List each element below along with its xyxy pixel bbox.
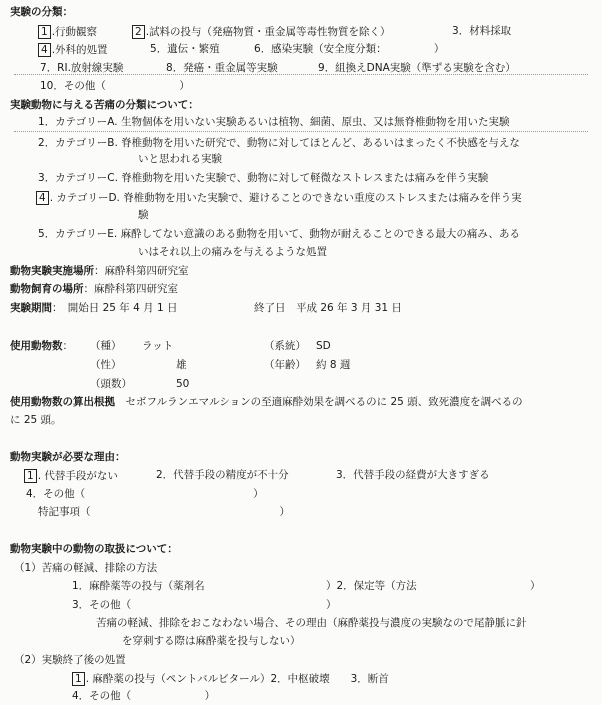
pain-title: 実験動物に与える苦痛の分類について： xyxy=(10,99,199,111)
experiment-place: 動物実験実施場所：麻酔科第四研究室 xyxy=(10,265,189,277)
pain-item-5-cont: いはそれ以上の痛みを与えるような処置 xyxy=(138,246,327,258)
pain-item-2-cont: いと思われる実験 xyxy=(138,153,222,165)
handling-note: 苦痛の軽減、排除をおこなわない場合、その理由（麻酔薬投与濃度の実験なので尾静脈に針 xyxy=(96,617,527,629)
handling-sub1-opt1: 1．麻酔薬等の投与（薬剤名 xyxy=(72,580,205,592)
housing-place: 動物飼育の場所：麻酔科第四研究室 xyxy=(10,283,178,295)
sex-label: （性） xyxy=(90,359,122,371)
count-label: （頭数） xyxy=(90,378,132,390)
special-notes: 特記事項（ ） xyxy=(38,506,290,518)
species-value: ラット xyxy=(142,340,174,352)
class-item-8: 8．発癌・重金属等実験 xyxy=(166,62,278,74)
handling-sub1-opt2-end: ） xyxy=(530,580,541,592)
age-label: （年齢） xyxy=(264,359,306,371)
class-item-7: 7．RI.放射線実験 xyxy=(40,62,124,74)
period-end: 終了日 平成 26 年 3 月 31 日 xyxy=(254,302,402,314)
checkbox-marked: 1 xyxy=(38,25,51,39)
class-item-5: 5．遺伝・繁殖 xyxy=(150,43,220,55)
checkbox-marked: 4 xyxy=(38,43,51,57)
checkbox-marked: 1 xyxy=(72,672,85,686)
handling-sub2-opt1: 1 . 麻酔薬の投与（ペントバルビタール）2．中枢破壊 3．断首 xyxy=(72,672,389,686)
strain-value: SD xyxy=(316,340,331,352)
class-item-6: 6．感染実験（安全度分類： ） xyxy=(254,43,445,55)
class-item-3: 3．材料採取 xyxy=(452,25,512,37)
classification-title: 実験の分類： xyxy=(10,6,73,18)
age-value: 約 8 週 xyxy=(316,359,351,371)
experiment-period: 実験期間： 開始日 25 年 4 月 1 日 xyxy=(10,302,178,314)
pain-item-5: 5．カテゴリーE. 麻酔してない意識のある動物を用いて、動物が耐えることのできる最大の痛み、ある xyxy=(38,228,520,240)
count-basis-cont: に 25 頭。 xyxy=(10,414,62,426)
class-item-10: 10．その他（ ） xyxy=(40,80,190,92)
handling-sub1-opt3-end: ） xyxy=(326,599,337,611)
checkbox-marked: 2 xyxy=(132,25,145,39)
handling-sub1: （1）苦痛の軽減、排除の方法 xyxy=(14,562,158,574)
strain-label: （系統） xyxy=(264,340,306,352)
count-basis: 使用動物数の算出根拠 セボフルランエマルションの至適麻酔効果を調べるのに 25 頭、致死濃度を調べるの xyxy=(10,396,523,408)
handling-title: 動物実験中の動物の取扱について： xyxy=(10,543,178,555)
reason-opt3: 3．代替手段の経費が大きすぎる xyxy=(336,469,490,481)
handling-sub1-opt2: ）2．保定等（方法 xyxy=(326,580,417,592)
pain-item-4: 4 . カテゴリーD. 脊椎動物を用いた実験で、避けることのできない重度のストレスまたは痛みを伴う実 xyxy=(36,191,522,205)
pain-item-4-cont: 験 xyxy=(138,209,149,221)
reason-title: 動物実験が必要な理由： xyxy=(10,451,126,463)
dotted-divider xyxy=(14,74,588,75)
pain-item-1: 1．カテゴリーA. 生物個体を用いない実験あるいは植物、細菌、原虫、又は無脊椎動物を用いた実験 xyxy=(38,116,510,128)
handling-note-cont: を穿刺する際は麻酔薬を投与しない） xyxy=(122,635,301,647)
class-item-1: 1 .行動観察 xyxy=(38,25,97,39)
class-item-9: 9．組換えDNA実験（準ずる実験を含む） xyxy=(318,62,516,74)
pain-item-2: 2．カテゴリーB. 脊椎動物を用いた研究で、動物に対してほとんど、あるいはまったく不快感を与えな xyxy=(38,137,520,149)
handling-sub2: （2）実験終了後の処置 xyxy=(14,654,126,666)
checkbox-marked: 1 xyxy=(24,469,37,483)
sex-value: 雄 xyxy=(176,359,187,371)
reason-opt1: 1 . 代替手段がない xyxy=(24,469,118,483)
count-value: 50 xyxy=(176,378,190,390)
checkbox-marked: 4 xyxy=(36,191,49,205)
handling-sub1-opt3: 3．その他（ xyxy=(72,599,132,611)
handling-sub2-opt2: 4．その他（ ） xyxy=(72,690,216,702)
reason-opt2: 2．代替手段の精度が不十分 xyxy=(156,469,289,481)
pain-item-3: 3．カテゴリーC. 脊椎動物を用いた実験で、動物に対して軽微なストレスまたは痛みを伴う実験 xyxy=(38,172,489,184)
dotted-divider xyxy=(14,131,588,132)
reason-opt4: 4．その他（ ） xyxy=(26,488,264,500)
animal-count-label: 使用動物数： xyxy=(10,340,73,352)
class-item-2: 2 .試料の投与（発癌物質・重金属等毒性物質を除く） xyxy=(132,25,391,39)
species-label: （種） xyxy=(90,340,122,352)
class-item-4: 4 .外科的処置 xyxy=(38,43,108,57)
